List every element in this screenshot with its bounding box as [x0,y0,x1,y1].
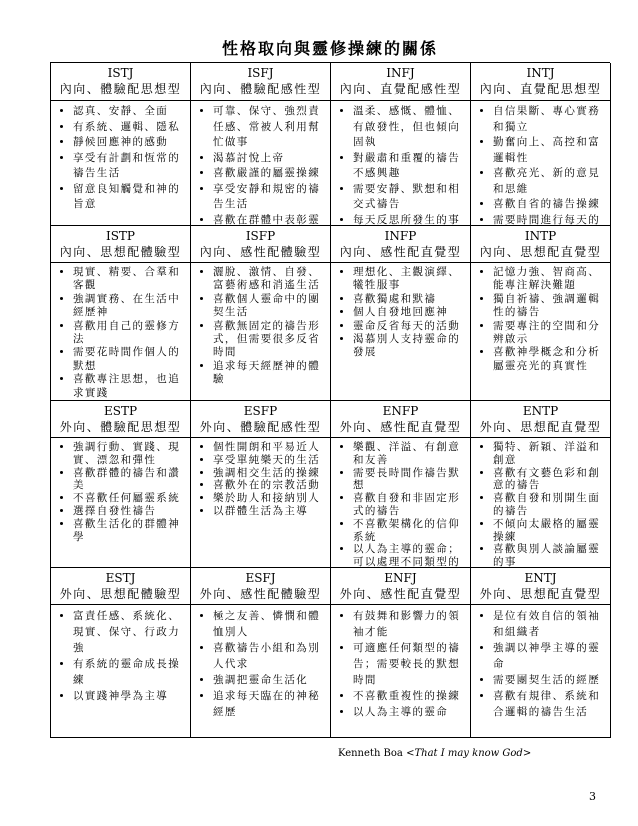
trait-item: • 以人為主導的靈命 [353,704,467,720]
type-code: ESFP [243,404,278,418]
type-code: INFJ [386,66,415,80]
type-traits-entj [471,605,611,738]
trait-item: • 喜歡有文藝色彩和創意的禱告 [493,467,607,493]
trait-item: • 樂觀、洋溢、有創意和友善 [353,441,467,467]
document-title: 性格取向與靈修操練的關係 [221,39,438,58]
trait-item: • 需要團契生活的經歷 [493,672,607,688]
type-code: ENTJ [524,571,557,585]
type-traits-estj [51,605,191,738]
trait-item: • 喜歡自省的禱告操練 [493,197,607,213]
type-description: 外向、體驗配思想型 [59,420,182,434]
type-traits-infj [331,101,471,226]
type-traits-intj [471,101,611,226]
trait-item: • 強調相交生活的操練 [213,467,327,480]
citation [338,748,531,759]
trait-item: • 享受單純樂天的生活 [213,454,327,467]
type-traits-enfp [331,438,471,568]
citation-open-bracket: < [406,748,415,759]
trait-item: • 不傾向太嚴格的屬靈操練 [493,518,607,544]
trait-item: • 有系統的靈命成長操練 [73,656,187,688]
type-description: 外向、感性配直覺型 [339,587,462,601]
type-description: 外向、思想配直覺型 [479,587,602,601]
trait-item: • 需要時間進行每天的 [493,213,607,227]
trait-item: • 獨特、新穎、洋溢和創意 [493,441,607,467]
type-code: INFP [384,229,417,243]
trait-item: • 享受安靜和規密的禱告生活 [213,182,327,213]
trait-item: • 不喜歡架構化的信仰系統 [353,518,467,544]
trait-item: • 極之友善、憐憫和體恤別人 [213,608,327,640]
type-traits-istj [51,101,191,226]
trait-item: • 記憶力強、智商高、能專注解決難題 [493,266,607,293]
trait-item: • 樂於助人和接納別人 [213,492,327,505]
trait-list [193,441,327,518]
trait-item: • 獨自祈禱、強調邏輯性的禱告 [493,293,607,320]
citation-author: Kenneth Boa [338,748,407,759]
trait-item: • 喜歡外在的宗教活動 [213,479,327,492]
trait-list [193,266,327,387]
trait-item: • 靈命反省每天的活動 [353,320,467,333]
trait-list [53,441,187,543]
trait-item: • 追求每天臨在的神秘經歷 [213,688,327,720]
trait-list [473,266,607,373]
trait-item: • 強調以神學主導的靈命 [493,640,607,672]
type-traits-isfj [191,101,331,226]
type-code: INTJ [526,66,555,80]
trait-item: • 認真、安靜、全面 [73,104,187,120]
type-code: ISTP [105,229,136,243]
type-description: 外向、思想配體驗型 [59,587,182,601]
type-header-infp [331,226,471,263]
trait-item: • 渴慕討悅上帝 [213,151,327,167]
trait-item: • 喜歡群體的禱告和讚美 [73,467,187,493]
type-description: 內向、直覺配思想型 [479,82,602,96]
type-traits-infp [331,263,471,401]
trait-item: • 富責任感、系統化、現實、保守、行政力強 [73,608,187,656]
type-description: 內向、感性配體驗型 [199,245,322,259]
trait-item: • 喜歡用自己的靈修方法 [73,320,187,347]
personality-type-table [50,62,610,738]
trait-item: • 喜歡個人靈命中的團契生活 [213,293,327,320]
trait-item: • 靜候回應神的感動 [73,135,187,151]
trait-list [53,608,187,704]
trait-item: • 是位有效自信的領袖和組織者 [493,608,607,640]
type-header-isfp [191,226,331,263]
trait-item: • 需要長時間作禱告默想 [353,467,467,493]
type-traits-intp [471,263,611,401]
type-code: ISTJ [107,66,134,80]
type-header-infj [331,63,471,101]
type-header-estj [51,568,191,605]
trait-item: • 享受有計劃和恆常的禱告生活 [73,151,187,182]
trait-item: • 灑脫、激情、自發、富藝術感和消遙生活 [213,266,327,293]
type-code: INTP [524,229,557,243]
type-description: 外向、感性配體驗型 [199,587,322,601]
type-header-isfj [191,63,331,101]
type-traits-enfj [331,605,471,738]
type-traits-istp [51,263,191,401]
page-number: 3 [589,790,596,803]
trait-item: • 以人為主導的靈命；可以處理不同類型的 [353,543,467,568]
trait-item: • 選擇自發性禱告 [73,505,187,518]
type-traits-esfj [191,605,331,738]
trait-item: • 以實踐神學為主導 [73,688,187,704]
type-description: 內向、體驗配感性型 [199,82,322,96]
trait-item: • 喜歡專注思想，也追求實踐 [73,373,187,400]
trait-item: • 喜歡自發和別開生面的禱告 [493,492,607,518]
type-traits-esfp [191,438,331,568]
trait-item: • 個人自發地回應神 [353,306,467,319]
trait-item: • 有鼓舞和影響力的領袖才能 [353,608,467,640]
trait-item: • 現實、精要、合羣和客觀 [73,266,187,293]
trait-list [193,608,327,720]
type-header-intp [471,226,611,263]
type-header-istp [51,226,191,263]
type-traits-entp [471,438,611,568]
type-header-entj [471,568,611,605]
type-header-enfj [331,568,471,605]
trait-list [333,608,467,720]
trait-item: • 有系統、邏輯、隱私 [73,120,187,136]
type-code: ENFP [382,404,419,418]
trait-list [473,441,607,568]
trait-item: • 不喜歡重複性的操練 [353,688,467,704]
type-header-esfp [191,401,331,438]
trait-item: • 需要安靜、默想和相交式禱告 [353,182,467,213]
type-description: 內向、感性配直覺型 [339,245,462,259]
type-header-estp [51,401,191,438]
trait-item: • 對嚴肅和重覆的禱告不感興趣 [353,151,467,182]
trait-item: • 個性開朗和平易近人 [213,441,327,454]
type-header-intj [471,63,611,101]
type-description: 外向、感性配直覺型 [339,420,462,434]
trait-item: • 自信果斷、專心實務和獨立 [493,104,607,135]
trait-list [53,266,187,400]
trait-item: • 強調實務、在生活中經歷神 [73,293,187,320]
trait-list [333,266,467,360]
type-header-entp [471,401,611,438]
type-header-esfj [191,568,331,605]
type-code: ENFJ [384,571,417,585]
type-description: 內向、思想配體驗型 [59,245,182,259]
trait-item: • 喜歡與別人談論屬靈的事 [493,543,607,568]
trait-item: • 喜歡無固定的禱告形式，但需要很多反省時間 [213,320,327,360]
trait-item: • 喜歡嚴謹的屬靈操練 [213,166,327,182]
type-code: ENTP [522,404,559,418]
trait-item: • 以群體生活為主導 [213,505,327,518]
trait-item: • 每天反思所發生的事 [353,213,467,227]
trait-item: • 喜歡自發和非固定形式的禱告 [353,492,467,518]
trait-item: • 喜歡獨處和默禱 [353,293,467,306]
trait-item: • 喜歡亮光、新的意見和思維 [493,166,607,197]
type-description: 內向、思想配直覺型 [479,245,602,259]
trait-item: • 強調行動、實踐、現實、漂忽和彈性 [73,441,187,467]
citation-book-title: That I may know God [414,748,523,759]
type-code: ISFP [245,229,276,243]
trait-item: • 追求每天經歷神的體驗 [213,360,327,387]
trait-list [473,608,607,720]
trait-item: • 不喜歡任何屬靈系統 [73,492,187,505]
type-code: ESFJ [245,571,276,585]
trait-item: • 勤奮向上、高控和富邏輯性 [493,135,607,166]
trait-item: • 需要專注的空間和分辨啟示 [493,320,607,347]
trait-item: • 喜歡在群體中表彰靈 [213,213,327,227]
type-description: 內向、直覺配感性型 [339,82,462,96]
trait-list [333,441,467,568]
trait-item: • 喜歡有規律、系統和合邏輯的禱告生活 [493,688,607,720]
trait-item: • 喜歡生活化的群體神學 [73,518,187,544]
trait-item: • 渴慕別人支持靈命的發展 [353,333,467,360]
type-description: 外向、思想配直覺型 [479,420,602,434]
citation-close-bracket: > [522,748,532,759]
type-traits-estp [51,438,191,568]
trait-list [473,104,607,226]
type-traits-isfp [191,263,331,401]
trait-list [193,104,327,226]
type-description: 內向、體驗配思想型 [59,82,182,96]
type-header-enfp [331,401,471,438]
trait-list [333,104,467,226]
trait-item: • 可適應任何類型的禱告；需要較長的默想時間 [353,640,467,688]
trait-item: • 理想化、主觀演繹、犧牲服事 [353,266,467,293]
type-header-istj [51,63,191,101]
trait-item: • 留意良知觸覺和神的旨意 [73,182,187,213]
type-code: ISFJ [247,66,274,80]
trait-item: • 喜歡神學概念和分析屬靈亮光的真實性 [493,346,607,373]
type-code: ESTJ [105,571,136,585]
trait-item: • 溫柔、感慨、體恤、有啟發性，但也傾向固執 [353,104,467,151]
trait-item: • 可靠、保守、強烈責任感、常被人利用幫忙做事 [213,104,327,151]
trait-list [53,104,187,213]
type-description: 外向、體驗配感性型 [199,420,322,434]
type-code: ESTP [103,404,138,418]
trait-item: • 喜歡禱告小組和為別人代求 [213,640,327,672]
trait-item: • 強調把靈命生活化 [213,672,327,688]
trait-item: • 需要花時間作個人的默想 [73,346,187,373]
